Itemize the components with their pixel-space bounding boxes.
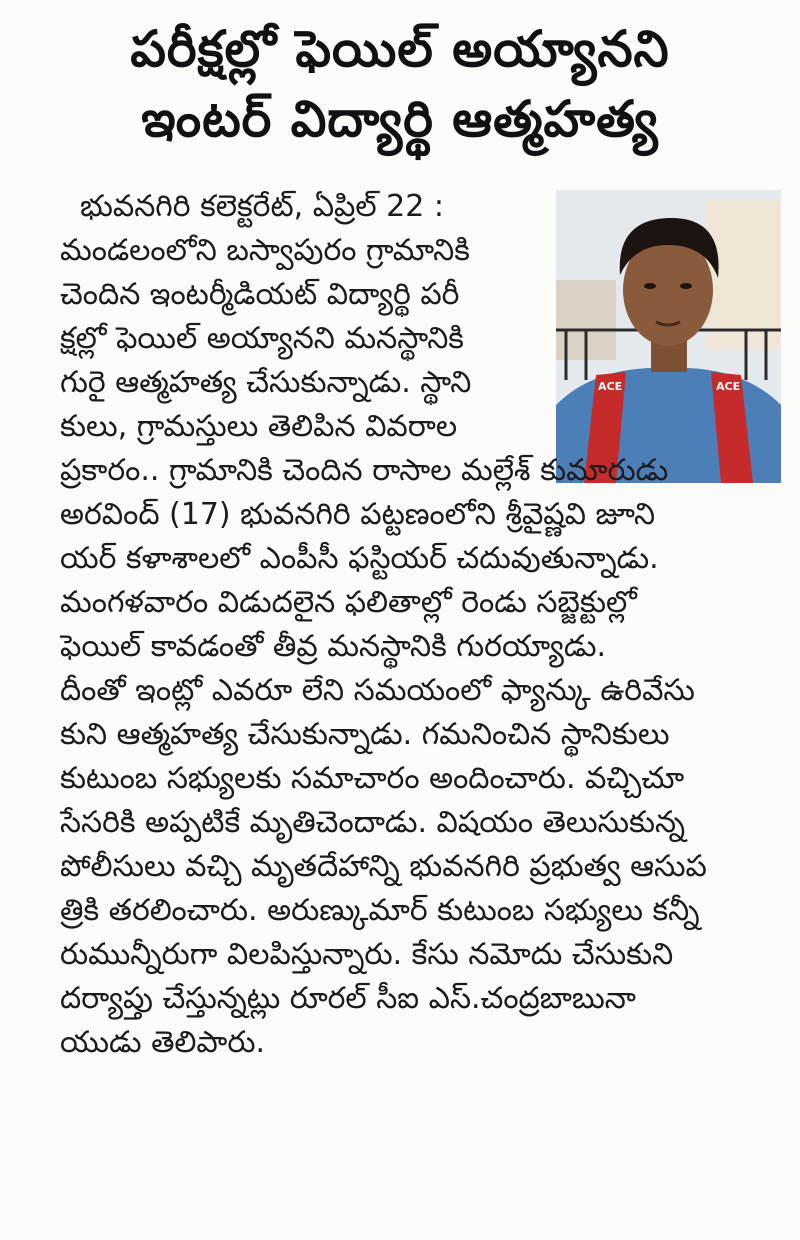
- article-line: ప్రకారం.. గ్రామానికి చెందిన రాసాల మల్లేశ్ కుమారుడు: [60, 453, 669, 488]
- article-line: యర్ కళాశాలలో ఎంపీసీ ఫస్టియర్ చదువుతున్నాడు.: [60, 541, 659, 576]
- article-line: అరవింద్ (17) భువనగిరి పట్టణంలోని శ్రీవైష్ణవి జూని: [60, 497, 656, 532]
- article-line: చెందిన ఇంటర్మీడియట్ విద్యార్థి పరీ: [60, 277, 460, 312]
- headline-line-2: ఇంటర్ విద్యార్థి ఆత్మహత్య: [141, 90, 659, 148]
- article-line: మంగళవారం విడుదలైన ఫలితాల్లో రెండు సబ్జెక్టుల్లో: [60, 585, 637, 620]
- headline-line-1: పరీక్షల్లో ఫెయిల్ అయ్యానని: [130, 20, 670, 78]
- article-line: క్షల్లో ఫెయిల్ అయ్యానని మనస్థానికి: [60, 321, 464, 356]
- article-line: భువనగిరి కలెక్టరేట్, ఏప్రిల్ 22 :: [80, 189, 444, 224]
- article-line: పోలీసులు వచ్చి మృతదేహాన్ని భువనగిరి ప్రభుత్వ ఆసుప: [60, 849, 707, 884]
- article-body: [60, 185, 780, 1065]
- article-line: సేసరికి అప్పటికే మృతిచెందాడు. విషయం తెలుసుకున్న: [60, 805, 686, 840]
- bag-text-right: ACE: [716, 380, 741, 393]
- article-line: గురై ఆత్మహత్య చేసుకున్నాడు. స్థాని: [60, 365, 472, 400]
- article-line: ఫెయిల్ కావడంతో తీవ్ర మనస్థానికి గురయ్యాడు.: [60, 629, 607, 664]
- bag-text-left: ACE: [598, 380, 623, 393]
- article-line: కుని ఆత్మహత్య చేసుకున్నాడు. గమనించిన స్థానికులు: [60, 717, 670, 752]
- article-line: దర్యాప్తు చేస్తున్నట్లు రూరల్ సీఐ ఎస్.చంద్రబాబునా: [60, 981, 636, 1016]
- article-line: మండలంలోని బస్వాపురం గ్రామానికి: [60, 233, 470, 268]
- article-line: యుడు తెలిపారు.: [60, 1025, 266, 1060]
- article-line: కులు, గ్రామస్తులు తెలిపిన వివరాల: [60, 409, 458, 444]
- article-line: కుటుంబ సభ్యులకు సమాచారం అందించారు. వచ్చిచూ: [60, 761, 685, 796]
- article-line: రుమున్నీరుగా విలపిస్తున్నారు. కేసు నమోదు చేసుకుని: [60, 937, 674, 972]
- article-line: దీంతో ఇంట్లో ఎవరూ లేని సమయంలో ఫ్యాన్కు ఉరివేసు: [60, 673, 695, 708]
- article-line: త్రికి తరలించారు. అరుణ్కుమార్ కుటుంబ సభ్యులు కన్నీ: [60, 893, 700, 928]
- headline: [0, 14, 800, 154]
